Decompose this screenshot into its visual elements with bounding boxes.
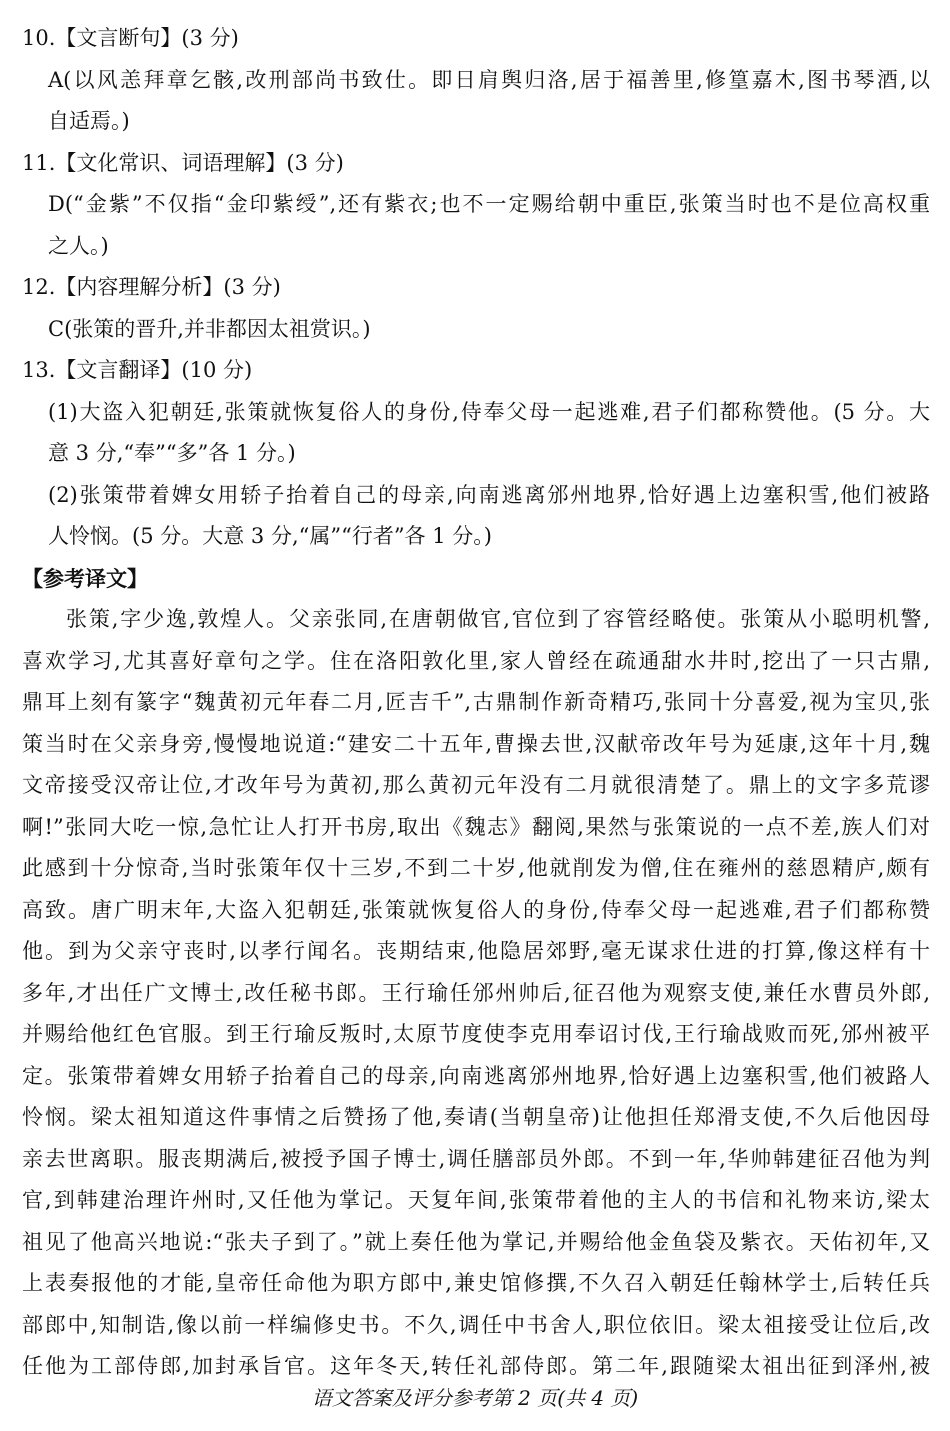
- question-11-answer-line-1: D(“金紫”不仅指“金印紫绶”,还有紫衣;也不一定赐给朝中重臣,张策当时也不是位高权重: [48, 192, 930, 216]
- translation-line: 喜欢学习,尤其喜好章句之学。住在洛阳敦化里,家人曾经在疏通甜水井时,挖出了一只古鼎,: [22, 648, 930, 673]
- translation-line: 定。张策带着婢女用轿子抬着自己的母亲,向南逃离邠州地界,恰好遇上边塞积雪,他们被路人: [22, 1063, 930, 1088]
- translation-line: 此感到十分惊奇,当时张策年仅十三岁,不到二十岁,他就削发为僧,住在雍州的慈恩精庐,颇有: [22, 856, 930, 880]
- page-footer: 语文答案及评分参考第 2 页(共 4 页): [311, 1386, 639, 1410]
- question-12-heading: 12.【内容理解分析】(3 分): [22, 275, 281, 299]
- translation-line: 高致。唐广明末年,大盗入犯朝廷,张策就恢复俗人的身份,侍奉父母一起逃难,君子们都称赞: [22, 897, 930, 922]
- translation-line: 上表奏报他的才能,皇帝任命他为职方郎中,兼史馆修撰,不久召入朝廷任翰林学士,后转任兵: [22, 1271, 930, 1295]
- translation-line: 并赐给他红色官服。到王行瑜反叛时,太原节度使李克用奉诏讨伐,王行瑜战败而死,邠州被平: [22, 1022, 930, 1046]
- translation-line: 部郎中,知制诰,像以前一样编修史书。不久,调任中书舍人,职位依旧。梁太祖接受让位后,改: [22, 1312, 930, 1337]
- translation-line: 祖见了他高兴地说:“张夫子到了。”就上奏任他为掌记,并赐给他金鱼袋及紫衣。天佑初年,又: [22, 1229, 930, 1254]
- question-11-heading: 11.【文化常识、词语理解】(3 分): [22, 150, 344, 175]
- answer-page: [22, 18, 930, 1388]
- question-11-answer-line-2: 之人。): [48, 233, 109, 258]
- question-12-answer-line-1: C(张策的晋升,并非都因太祖赏识。): [48, 316, 371, 341]
- translation-line: 怜悯。梁太祖知道这件事情之后赞扬了他,奏请(当朝皇帝)让他担任郑滑支使,不久后他因母: [22, 1105, 930, 1129]
- question-13-heading: 13.【文言翻译】(10 分): [22, 358, 253, 382]
- translation-line: 啊!”张同大吃一惊,急忙让人打开书房,取出《魏志》翻阅,果然与张策说的一点不差,族人们对: [22, 814, 930, 839]
- translation-line: 策当时在父亲身旁,慢慢地说道:“建安二十五年,曹操去世,汉献帝改年号为延康,这年十月,魏: [22, 731, 930, 756]
- translation-line: 多年,才出任广文博士,改任秘书郎。王行瑜任邠州帅后,征召他为观察支使,兼任水曹员外郎,: [22, 980, 930, 1005]
- question-13-answer-2-line-1: (2)张策带着婢女用轿子抬着自己的母亲,向南逃离邠州地界,恰好遇上边塞积雪,他们被路: [48, 482, 930, 507]
- translation-line: 张策,字少逸,敦煌人。父亲张同,在唐朝做官,官位到了容管经略使。张策从小聪明机警,: [66, 607, 930, 631]
- question-13-answer-2-line-2: 人怜悯。(5 分。大意 3 分,“属”“行者”各 1 分。): [48, 524, 492, 548]
- question-10-heading: 10.【文言断句】(3 分): [22, 26, 239, 50]
- translation-line: 文帝接受汉帝让位,才改年号为黄初,那么黄初元年没有二月就很清楚了。鼎上的文字多荒谬: [22, 773, 930, 797]
- translation-line: 他。到为父亲守丧时,以孝行闻名。丧期结束,他隐居郊野,毫无谋求仕进的打算,像这样有十: [22, 939, 930, 963]
- translation-line: 官,到韩建治理许州时,又任他为掌记。天复年间,张策带着他的主人的书信和礼物来访,梁太: [22, 1188, 930, 1212]
- question-10-answer-line-1: A(以风恙拜章乞骸,改刑部尚书致仕。即日肩舆归洛,居于福善里,修篁嘉木,图书琴酒,以: [48, 67, 930, 92]
- question-13-answer-1-line-1: (1)大盗入犯朝廷,张策就恢复俗人的身份,侍奉父母一起逃难,君子们都称赞他。(5 分。大: [48, 399, 930, 424]
- translation-heading: 【参考译文】: [22, 565, 148, 591]
- question-10-answer-line-2: 自适焉。): [48, 109, 130, 133]
- translation-line: 鼎耳上刻有篆字“魏黄初元年春二月,匠吉千”,古鼎制作新奇精巧,张同十分喜爱,视为宝贝,张: [22, 690, 930, 714]
- translation-line: 任他为工部侍郎,加封承旨官。这年冬天,转任礼部侍郎。第二年,跟随梁太祖出征到泽州,被: [22, 1354, 930, 1378]
- translation-line: 亲去世离职。服丧期满后,被授予国子博士,调任膳部员外郎。不到一年,华帅韩建征召他为判: [22, 1146, 930, 1171]
- question-13-answer-1-line-2: 意 3 分,“奉”“多”各 1 分。): [48, 441, 296, 465]
